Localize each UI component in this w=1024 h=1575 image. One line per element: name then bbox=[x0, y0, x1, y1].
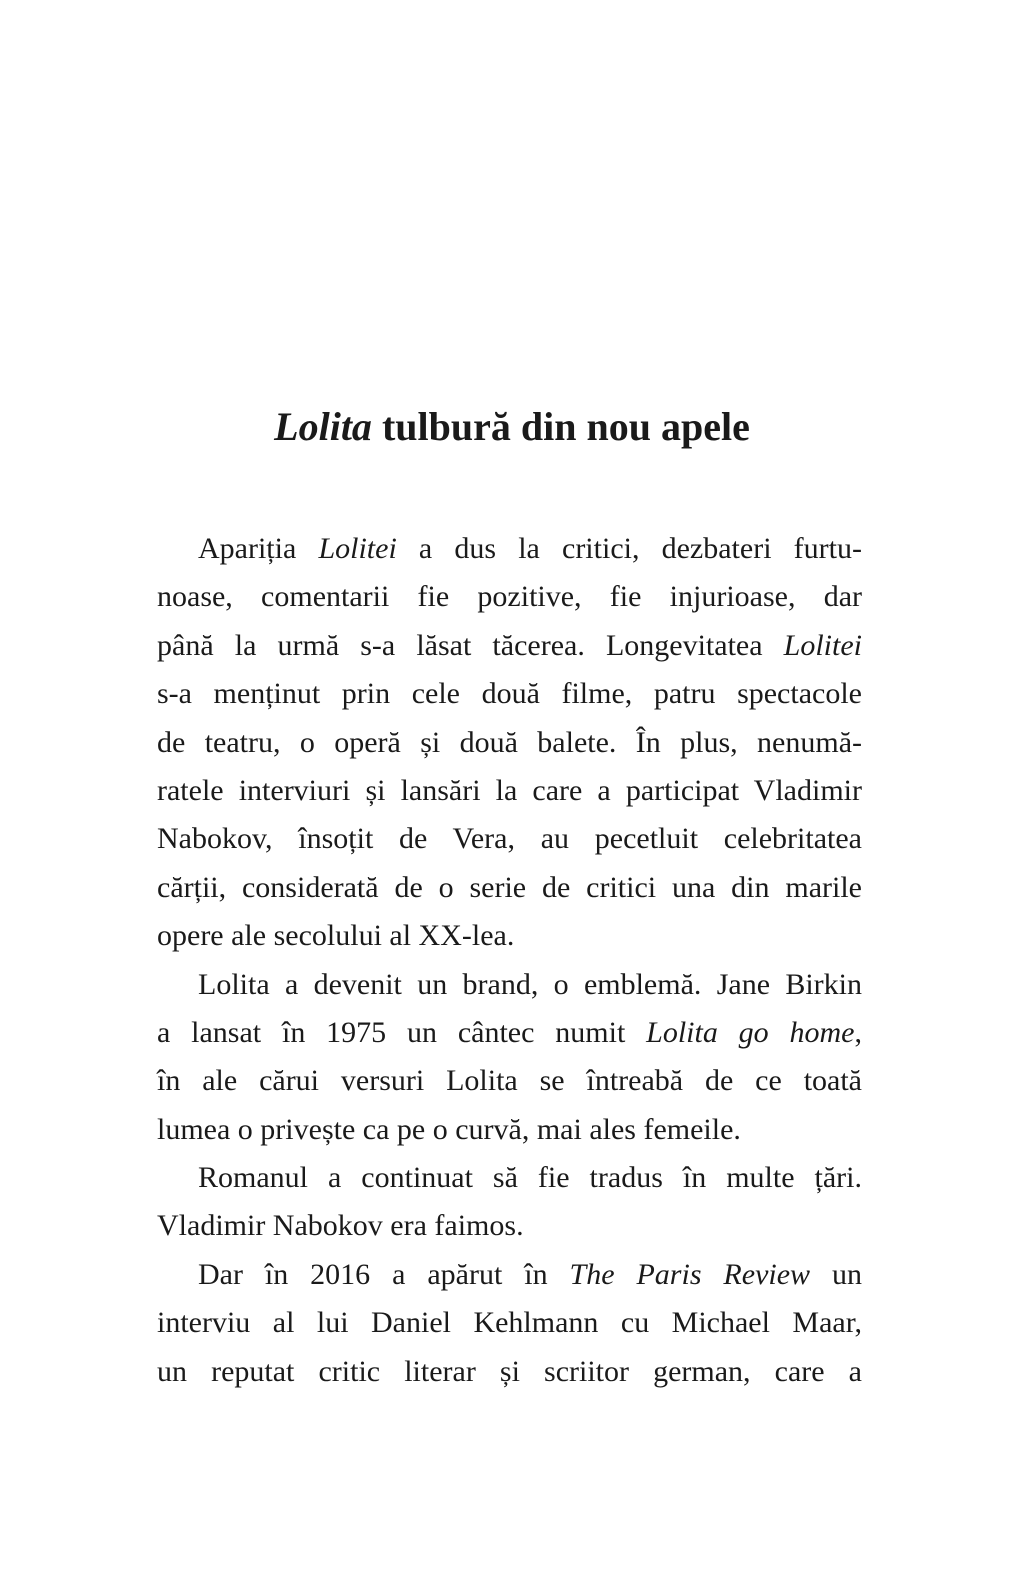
italic-text: The Paris Review bbox=[569, 1257, 811, 1291]
text-line bbox=[157, 1106, 862, 1154]
chapter-title-rest: tulbură din nou apele bbox=[371, 403, 750, 449]
text-segment: în ale cărui versuri Lolita se întreabă de ce toată bbox=[157, 1064, 862, 1098]
paragraph bbox=[157, 1154, 862, 1251]
chapter-title bbox=[0, 399, 1024, 455]
text-segment: un bbox=[810, 1257, 862, 1291]
text-line bbox=[157, 1009, 862, 1057]
text-segment: Romanul a continuat să fie tradus în multe țări. bbox=[198, 1161, 862, 1195]
text-segment: Dar în 2016 a apărut în bbox=[198, 1257, 570, 1291]
paragraph bbox=[157, 1251, 862, 1396]
text-line bbox=[157, 815, 862, 863]
text-segment: Nabokov, însoțit de Vera, au pecetluit celebritatea bbox=[157, 822, 862, 856]
text-line bbox=[157, 1299, 862, 1347]
text-line bbox=[157, 864, 862, 912]
text-line bbox=[157, 622, 862, 670]
text-segment: Lolita a devenit un brand, o emblemă. Jane Birkin bbox=[198, 967, 862, 1001]
paragraph bbox=[157, 525, 862, 961]
paragraph bbox=[157, 961, 862, 1155]
text-line bbox=[157, 961, 862, 1009]
text-segment: până la urmă s-a lăsat tăcerea. Longevitatea bbox=[157, 628, 784, 662]
text-line bbox=[157, 670, 862, 718]
text-segment: ratele interviuri și lansări la care a participat Vladimir bbox=[157, 773, 862, 807]
text-segment: s-a menținut prin cele două filme, patru spectacole bbox=[157, 677, 862, 711]
text-segment: opere ale secolului al XX-lea. bbox=[157, 919, 515, 953]
italic-text: Lolitei bbox=[783, 628, 862, 662]
italic-text: Lolita go home bbox=[646, 1015, 855, 1049]
body-text bbox=[157, 525, 862, 1396]
text-line bbox=[157, 1251, 862, 1299]
text-line bbox=[157, 912, 862, 960]
text-line bbox=[157, 1348, 862, 1396]
text-line bbox=[157, 1154, 862, 1202]
text-line bbox=[157, 573, 862, 621]
text-line bbox=[157, 525, 862, 573]
text-segment: un reputat critic literar și scriitor german, care a bbox=[157, 1354, 862, 1388]
text-segment: , bbox=[854, 1015, 862, 1049]
text-segment: de teatru, o operă și două balete. În plus, nenumă- bbox=[157, 725, 862, 759]
text-segment: lumea o privește ca pe o curvă, mai ales femeile. bbox=[157, 1112, 741, 1146]
text-segment: Apariția bbox=[198, 532, 319, 565]
text-segment: Vladimir Nabokov era faimos. bbox=[157, 1209, 524, 1243]
text-segment: cărții, considerată de o serie de critici una din marile bbox=[157, 870, 862, 904]
text-segment: interviu al lui Daniel Kehlmann cu Michael Maar, bbox=[157, 1306, 862, 1340]
text-line bbox=[157, 767, 862, 815]
text-segment: a lansat în 1975 un cântec numit bbox=[157, 1015, 647, 1049]
text-segment: a dus la critici, dezbateri furtu- bbox=[396, 532, 862, 565]
chapter-title-italic: Lolita bbox=[274, 403, 372, 449]
italic-text: Lolitei bbox=[318, 532, 397, 565]
text-segment: noase, comentarii fie pozitive, fie injurioase, dar bbox=[157, 580, 862, 614]
text-line bbox=[157, 719, 862, 767]
text-line bbox=[157, 1057, 862, 1105]
text-line bbox=[157, 1202, 862, 1250]
